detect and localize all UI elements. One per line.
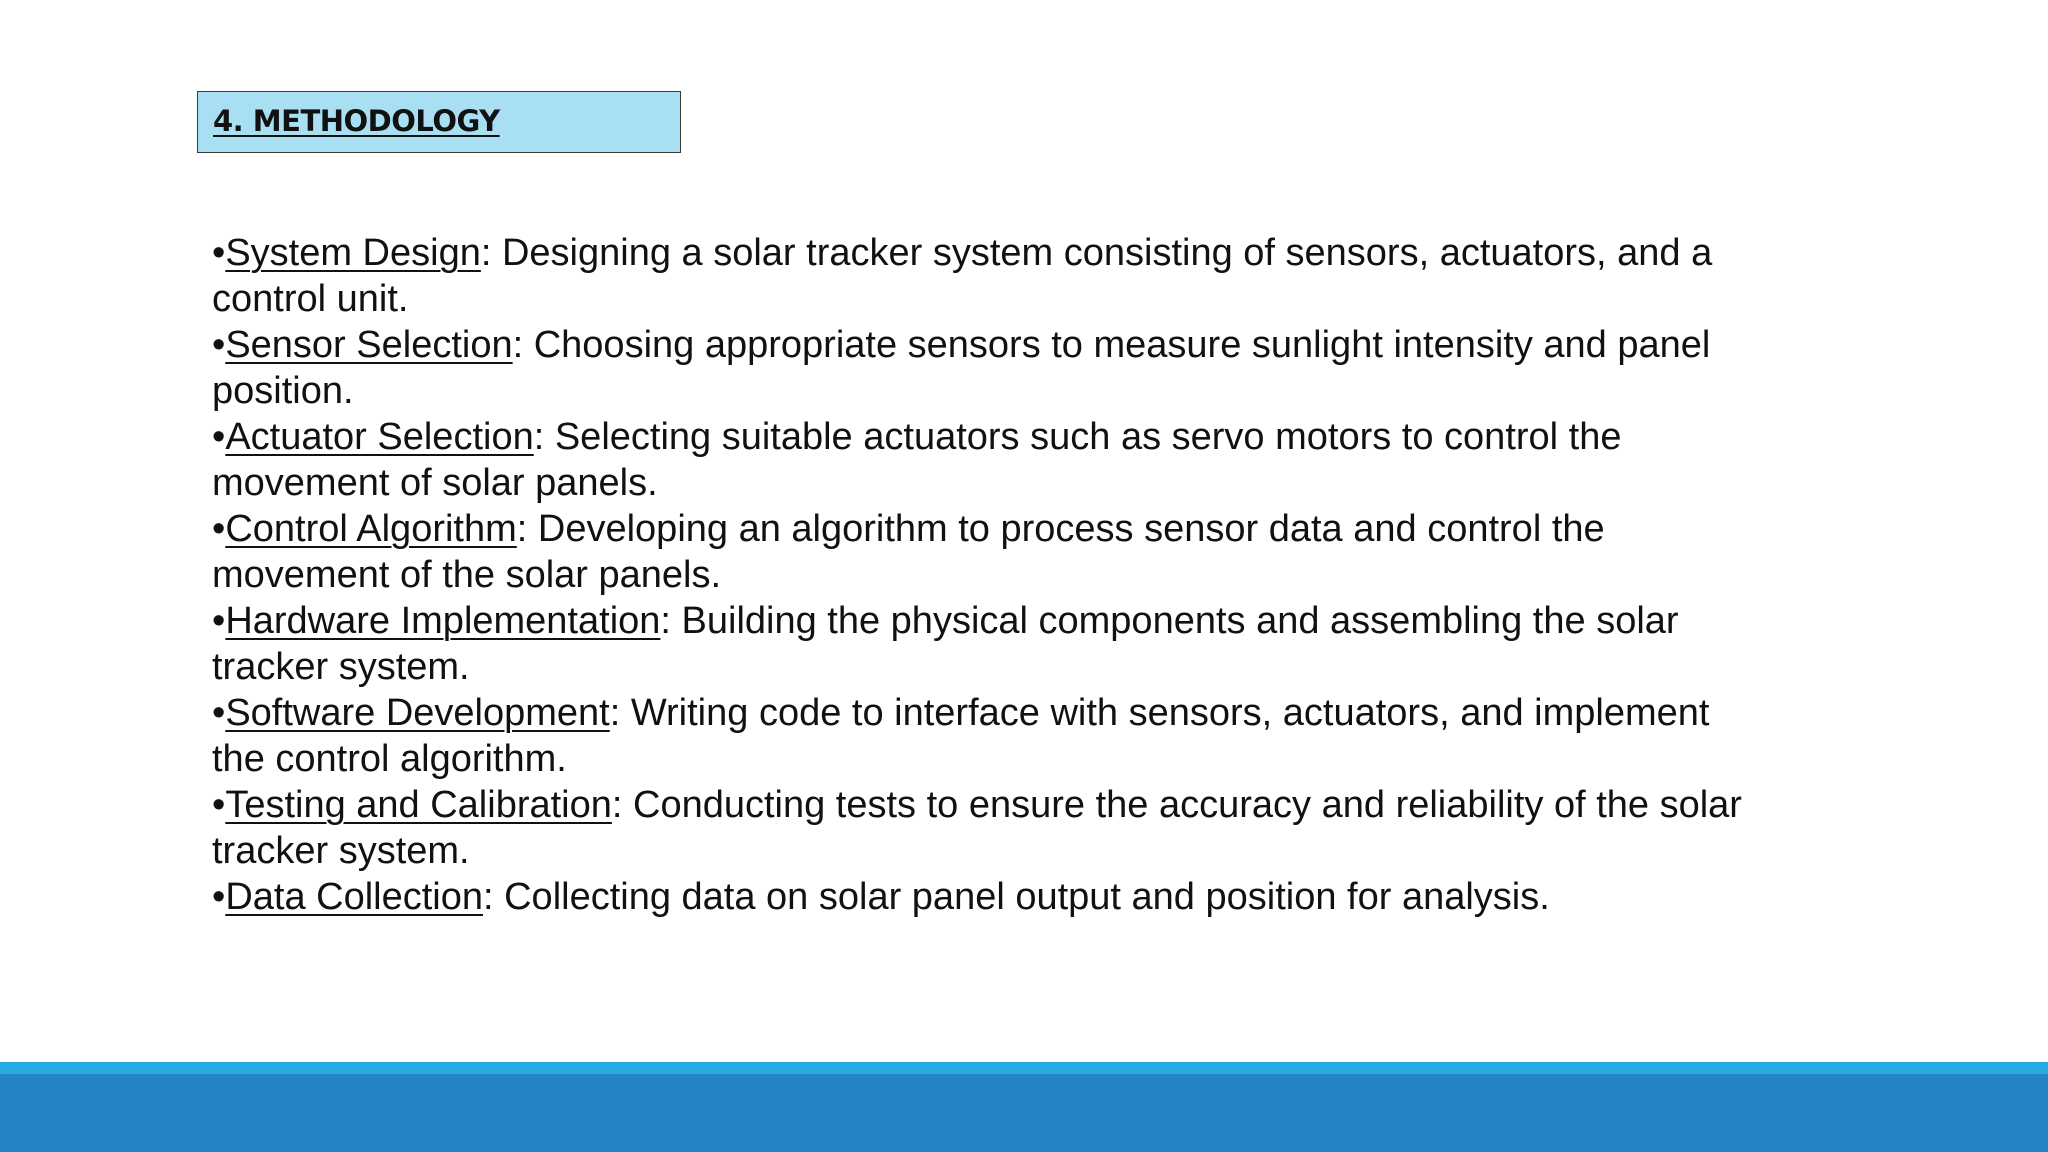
bullet: •	[212, 232, 226, 274]
item-text: : Developing an algorithm to process sensor data and control the movement of the solar panels.	[212, 508, 1605, 596]
list-item	[212, 414, 1772, 506]
slide-title: 4. METHODOLOGY	[213, 104, 500, 138]
bullet: •	[212, 508, 226, 550]
item-term: Sensor Selection	[225, 324, 513, 366]
item-text: : Designing a solar tracker system consisting of sensors, actuators, and a control unit.	[212, 232, 1713, 320]
list-item	[212, 506, 1772, 598]
list-item	[212, 690, 1772, 782]
item-term: Control Algorithm	[225, 508, 517, 550]
bullet: •	[212, 416, 226, 458]
item-term: Testing and Calibration	[225, 784, 612, 826]
bullet: •	[212, 600, 226, 642]
item-text: : Choosing appropriate sensors to measure sunlight intensity and panel position.	[212, 324, 1711, 412]
item-text: : Selecting suitable actuators such as servo motors to control the movement of solar panels.	[212, 416, 1622, 504]
item-text: : Building the physical components and assembling the solar tracker system.	[212, 600, 1679, 688]
item-term: Hardware Implementation	[225, 600, 661, 642]
list-item	[212, 874, 1772, 920]
item-term: Software Development	[225, 692, 610, 734]
list-item	[212, 230, 1772, 322]
item-term: Actuator Selection	[225, 416, 534, 458]
item-text: : Conducting tests to ensure the accuracy and reliability of the solar tracker system.	[212, 784, 1742, 872]
item-text: : Writing code to interface with sensors, actuators, and implement the control algorithm.	[212, 692, 1710, 780]
title-box	[197, 91, 681, 153]
item-text: : Collecting data on solar panel output and position for analysis.	[483, 876, 1550, 918]
list-item	[212, 782, 1772, 874]
bullet: •	[212, 784, 226, 826]
list-item	[212, 598, 1772, 690]
item-term: Data Collection	[225, 876, 483, 918]
list-item	[212, 322, 1772, 414]
bullet: •	[212, 876, 226, 918]
bullet: •	[212, 692, 226, 734]
methodology-list	[212, 230, 1772, 920]
footer-band	[0, 1074, 2048, 1152]
bullet: •	[212, 324, 226, 366]
footer-stripe	[0, 1062, 2048, 1074]
item-term: System Design	[225, 232, 481, 274]
